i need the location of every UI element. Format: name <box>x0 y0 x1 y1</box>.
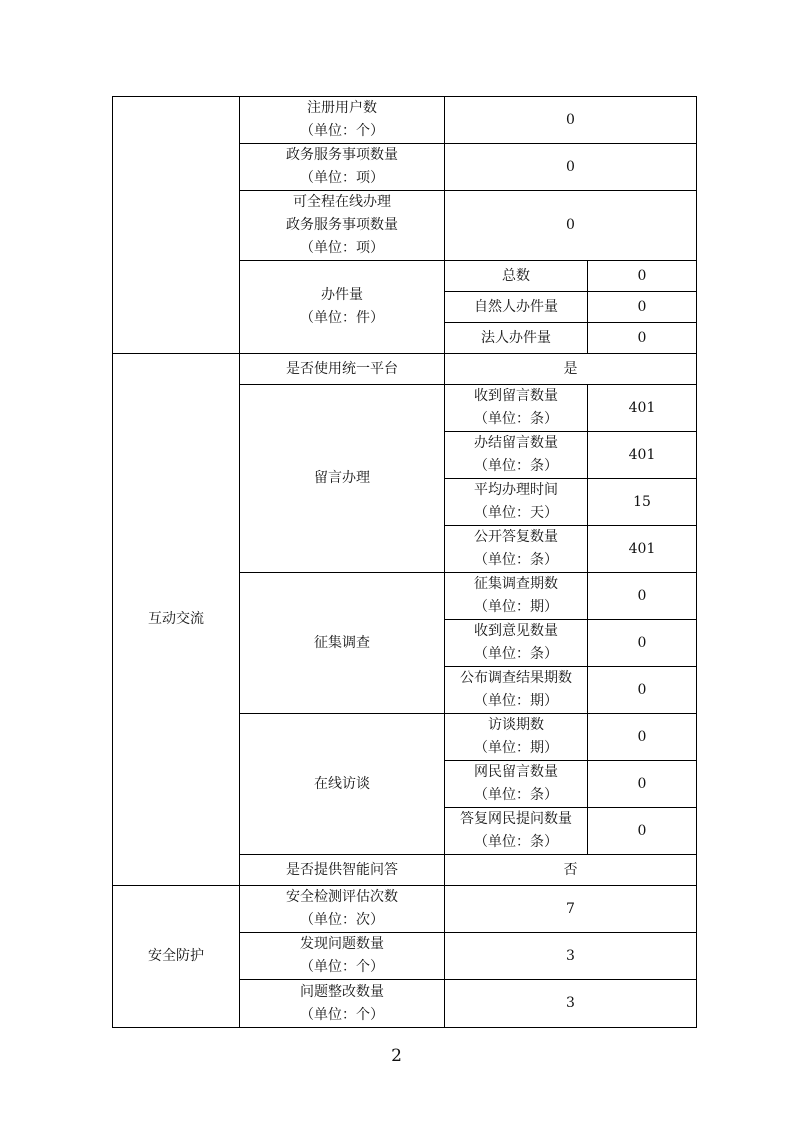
handled-total-value: 0 <box>588 261 697 292</box>
handled-label: 办件量 （单位：件） <box>240 261 445 354</box>
survey-opinions-label: 收到意见数量 （单位：条） <box>445 620 588 667</box>
handled-legal-person-value: 0 <box>588 323 697 354</box>
issues-found-value: 3 <box>445 933 697 980</box>
issues-fixed-value: 3 <box>445 980 697 1028</box>
table-row <box>113 886 697 933</box>
statistics-table <box>112 96 697 1028</box>
security-checks-label: 安全检测评估次数 （单位：次） <box>240 886 445 933</box>
surveys-label: 征集调查 <box>240 573 445 714</box>
table-row <box>113 354 697 385</box>
registered-users-label: 注册用户数 （单位：个） <box>240 97 445 144</box>
interview-periods-label: 访谈期数 （单位：期） <box>445 714 588 761</box>
netizen-answers-label: 答复网民提问数量 （单位：条） <box>445 808 588 855</box>
handled-natural-person-label: 自然人办件量 <box>445 292 588 323</box>
registered-users-value: 0 <box>445 97 697 144</box>
issues-fixed-label: 问题整改数量 （单位：个） <box>240 980 445 1028</box>
survey-periods-value: 0 <box>588 573 697 620</box>
service-items-label: 政务服务事项数量 （单位：项） <box>240 144 445 191</box>
interaction-category: 互动交流 <box>113 354 240 886</box>
messages-avg-time-label: 平均办理时间 （单位：天） <box>445 479 588 526</box>
messages-label: 留言办理 <box>240 385 445 573</box>
messages-closed-label: 办结留言数量 （单位：条） <box>445 432 588 479</box>
survey-opinions-value: 0 <box>588 620 697 667</box>
netizen-messages-label: 网民留言数量 （单位：条） <box>445 761 588 808</box>
messages-closed-value: 401 <box>588 432 697 479</box>
messages-received-label: 收到留言数量 （单位：条） <box>445 385 588 432</box>
handled-total-label: 总数 <box>445 261 588 292</box>
security-category: 安全防护 <box>113 886 240 1028</box>
survey-results-value: 0 <box>588 667 697 714</box>
messages-received-value: 401 <box>588 385 697 432</box>
service-items-value: 0 <box>445 144 697 191</box>
unified-platform-label: 是否使用统一平台 <box>240 354 445 385</box>
unified-platform-value: 是 <box>445 354 697 385</box>
survey-periods-label: 征集调查期数 （单位：期） <box>445 573 588 620</box>
messages-public-replies-value: 401 <box>588 526 697 573</box>
table-row <box>113 97 697 144</box>
interviews-label: 在线访谈 <box>240 714 445 855</box>
handled-legal-person-label: 法人办件量 <box>445 323 588 354</box>
online-items-value: 0 <box>445 191 697 261</box>
interview-periods-value: 0 <box>588 714 697 761</box>
page-number: 2 <box>391 1046 402 1066</box>
online-items-label: 可全程在线办理 政务服务事项数量 （单位：项） <box>240 191 445 261</box>
smart-qa-value: 否 <box>445 855 697 886</box>
handled-natural-person-value: 0 <box>588 292 697 323</box>
netizen-messages-value: 0 <box>588 761 697 808</box>
security-checks-value: 7 <box>445 886 697 933</box>
smart-qa-label: 是否提供智能问答 <box>240 855 445 886</box>
survey-results-label: 公布调查结果期数 （单位：期） <box>445 667 588 714</box>
issues-found-label: 发现问题数量 （单位：个） <box>240 933 445 980</box>
messages-public-replies-label: 公开答复数量 （单位：条） <box>445 526 588 573</box>
netizen-answers-value: 0 <box>588 808 697 855</box>
messages-avg-time-value: 15 <box>588 479 697 526</box>
category-cell <box>113 97 240 354</box>
